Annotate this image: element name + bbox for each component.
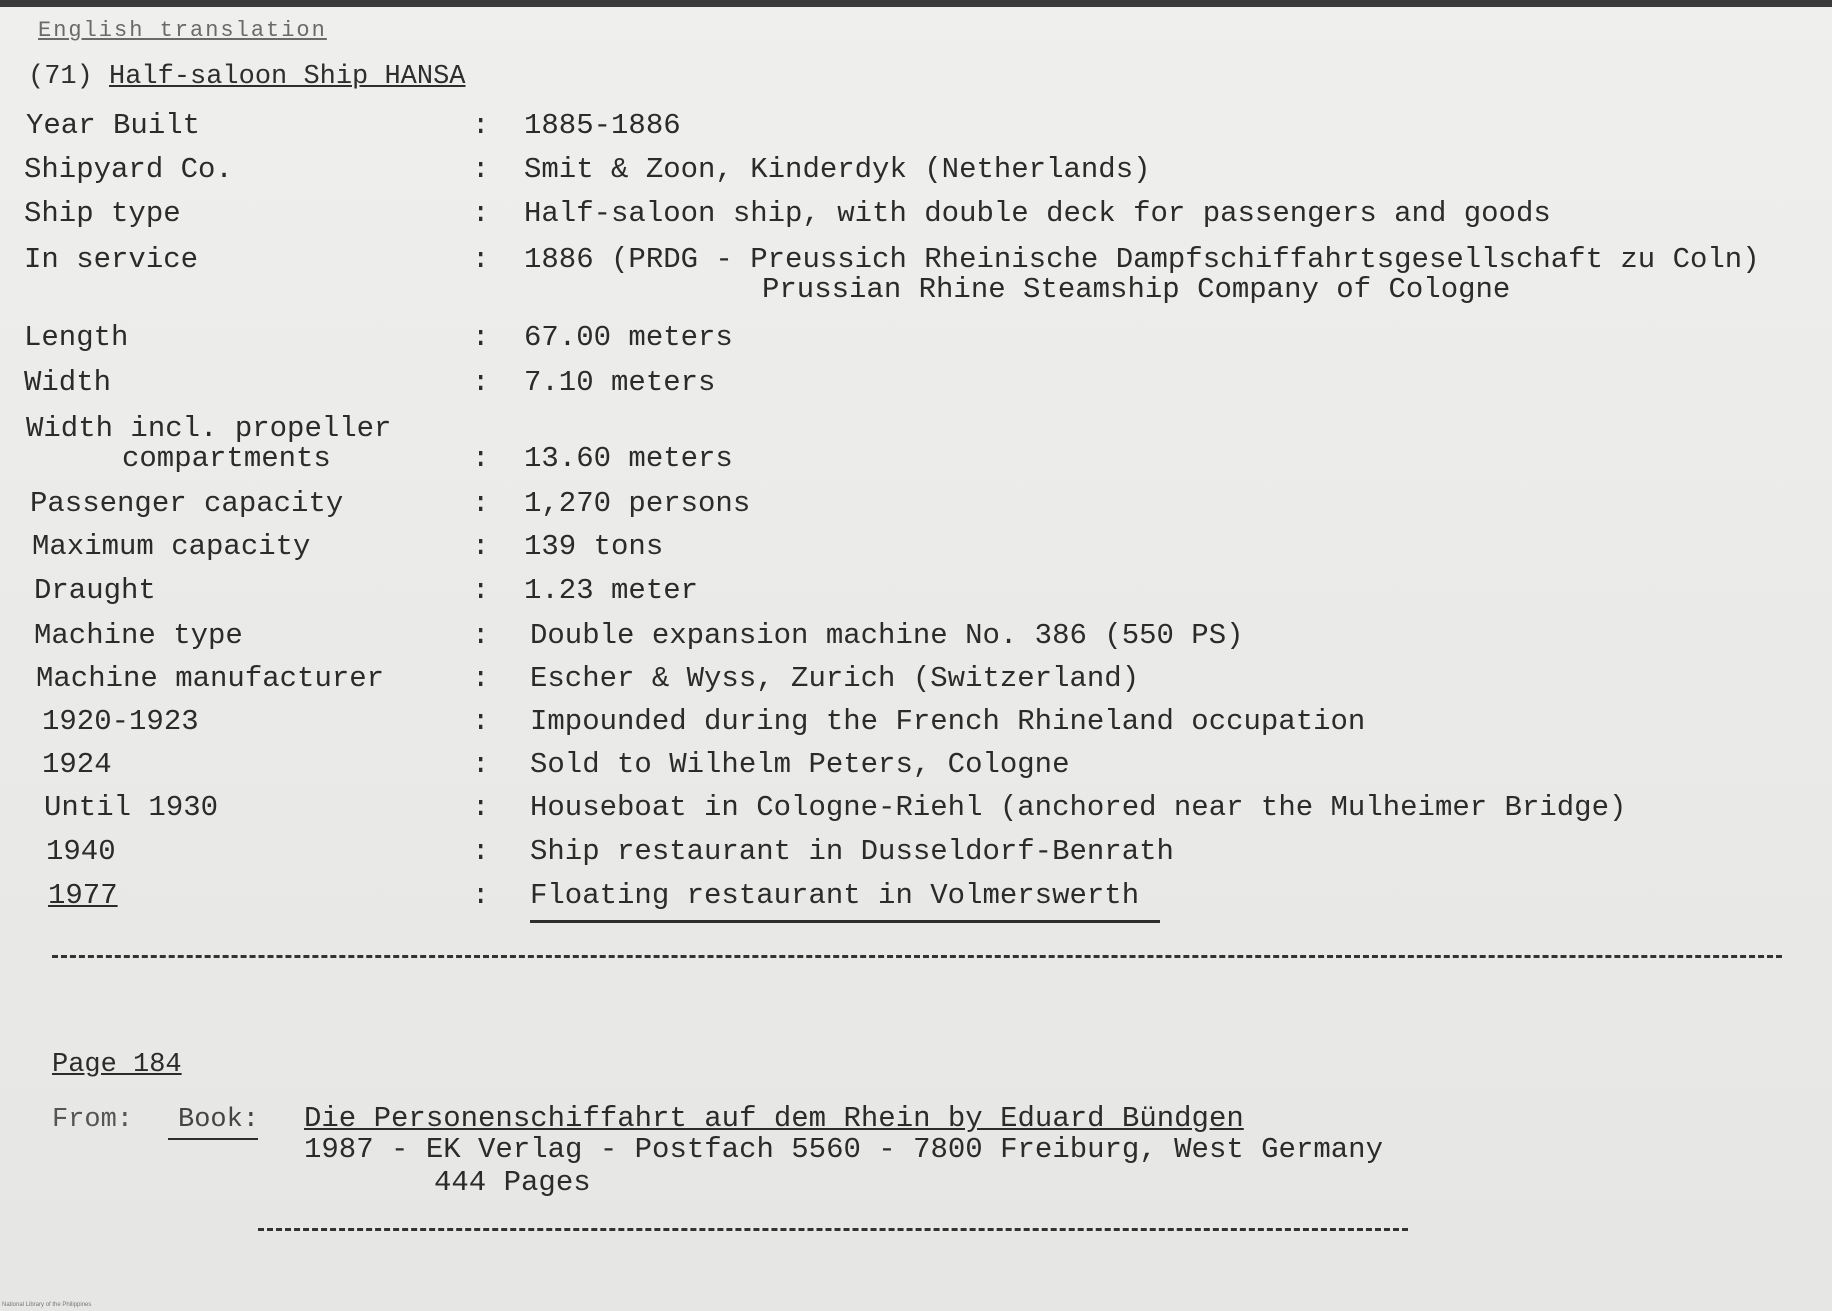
divider-dashes [52, 955, 1782, 958]
source-title: Die Personenschiffahrt auf dem Rhein by Eduard Bündgen [304, 1102, 1244, 1135]
row-value: Escher & Wyss, Zurich (Switzerland) [530, 662, 1140, 695]
title-number: (71) [28, 62, 93, 92]
row-value: 139 tons [524, 530, 664, 563]
final-underline [530, 920, 1160, 923]
row-value: 1.23 meter [524, 574, 699, 607]
row-colon: : [472, 243, 490, 276]
row-colon: : [472, 530, 490, 563]
row-colon: : [472, 153, 490, 186]
source-publisher: 1987 - EK Verlag - Postfach 5560 - 7800 Freiburg, West Germany [304, 1133, 1383, 1166]
row-label: Machine manufacturer [36, 662, 385, 695]
row-label: 1940 [46, 835, 116, 868]
row-colon: : [472, 442, 490, 475]
row-value: Floating restaurant in Volmerswerth [530, 879, 1140, 912]
row-value: 13.60 meters [524, 442, 733, 475]
row-value: 1885-1886 [524, 109, 681, 142]
row-value: Double expansion machine No. 386 (550 PS) [530, 619, 1244, 652]
row-value: 1886 (PRDG - Preussich Rheinische Dampfschiffahrtsgesellschaft zu Coln) [524, 243, 1760, 276]
row-value: Sold to Wilhelm Peters, Cologne [530, 748, 1070, 781]
bottom-dashes [258, 1228, 1408, 1231]
row-value: Smit & Zoon, Kinderdyk (Netherlands) [524, 153, 1151, 186]
page-title [28, 62, 465, 92]
row-value: Impounded during the French Rhineland occupation [530, 705, 1366, 738]
row-colon: : [472, 879, 490, 912]
top-edge [0, 0, 1832, 7]
header-label: English translation [38, 18, 327, 43]
row-colon: : [472, 197, 490, 230]
row-label: 1920-1923 [42, 705, 199, 738]
row-label: Width [24, 366, 112, 399]
row-value: 67.00 meters [524, 321, 733, 354]
row-colon: : [472, 748, 490, 781]
row-label: Shipyard Co. [24, 153, 233, 186]
row-colon: : [472, 109, 490, 142]
row-in-service-continuation: Prussian Rhine Steamship Company of Cologne [762, 273, 1511, 306]
row-label: Until 1930 [44, 791, 219, 824]
row-label-continuation: compartments [122, 442, 331, 475]
row-label: 1977 [48, 879, 118, 912]
row-label: Length [24, 321, 129, 354]
source-pages: 444 Pages [434, 1166, 591, 1199]
row-value: 1,270 persons [524, 487, 751, 520]
row-colon: : [472, 619, 490, 652]
row-label: Maximum capacity [32, 530, 311, 563]
row-colon: : [472, 321, 490, 354]
row-label: Machine type [34, 619, 243, 652]
row-colon: : [472, 487, 490, 520]
row-value: Houseboat in Cologne-Riehl (anchored near the Mulheimer Bridge) [530, 791, 1627, 824]
row-colon: : [472, 574, 490, 607]
row-label: Draught [34, 574, 156, 607]
row-label: Year Built [26, 109, 201, 142]
row-colon: : [472, 662, 490, 695]
source-book-label: Book: [178, 1105, 260, 1135]
source-from-label: From: [52, 1105, 134, 1135]
row-label: Passenger capacity [30, 487, 344, 520]
footer-credit: National Library of the Philippines [2, 1302, 92, 1308]
book-underline [168, 1138, 258, 1140]
row-colon: : [472, 791, 490, 824]
row-label: Ship type [24, 197, 181, 230]
row-value: Ship restaurant in Dusseldorf-Benrath [530, 835, 1174, 868]
title-name: Half-saloon Ship HANSA [109, 62, 466, 92]
row-colon: : [472, 366, 490, 399]
row-colon: : [472, 835, 490, 868]
row-label: Width incl. propeller [26, 412, 392, 445]
row-value: Half-saloon ship, with double deck for passengers and goods [524, 197, 1551, 230]
row-label: In service [24, 243, 199, 276]
row-value: 7.10 meters [524, 366, 716, 399]
row-label: 1924 [42, 748, 112, 781]
page-reference: Page 184 [52, 1050, 182, 1080]
row-colon: : [472, 705, 490, 738]
